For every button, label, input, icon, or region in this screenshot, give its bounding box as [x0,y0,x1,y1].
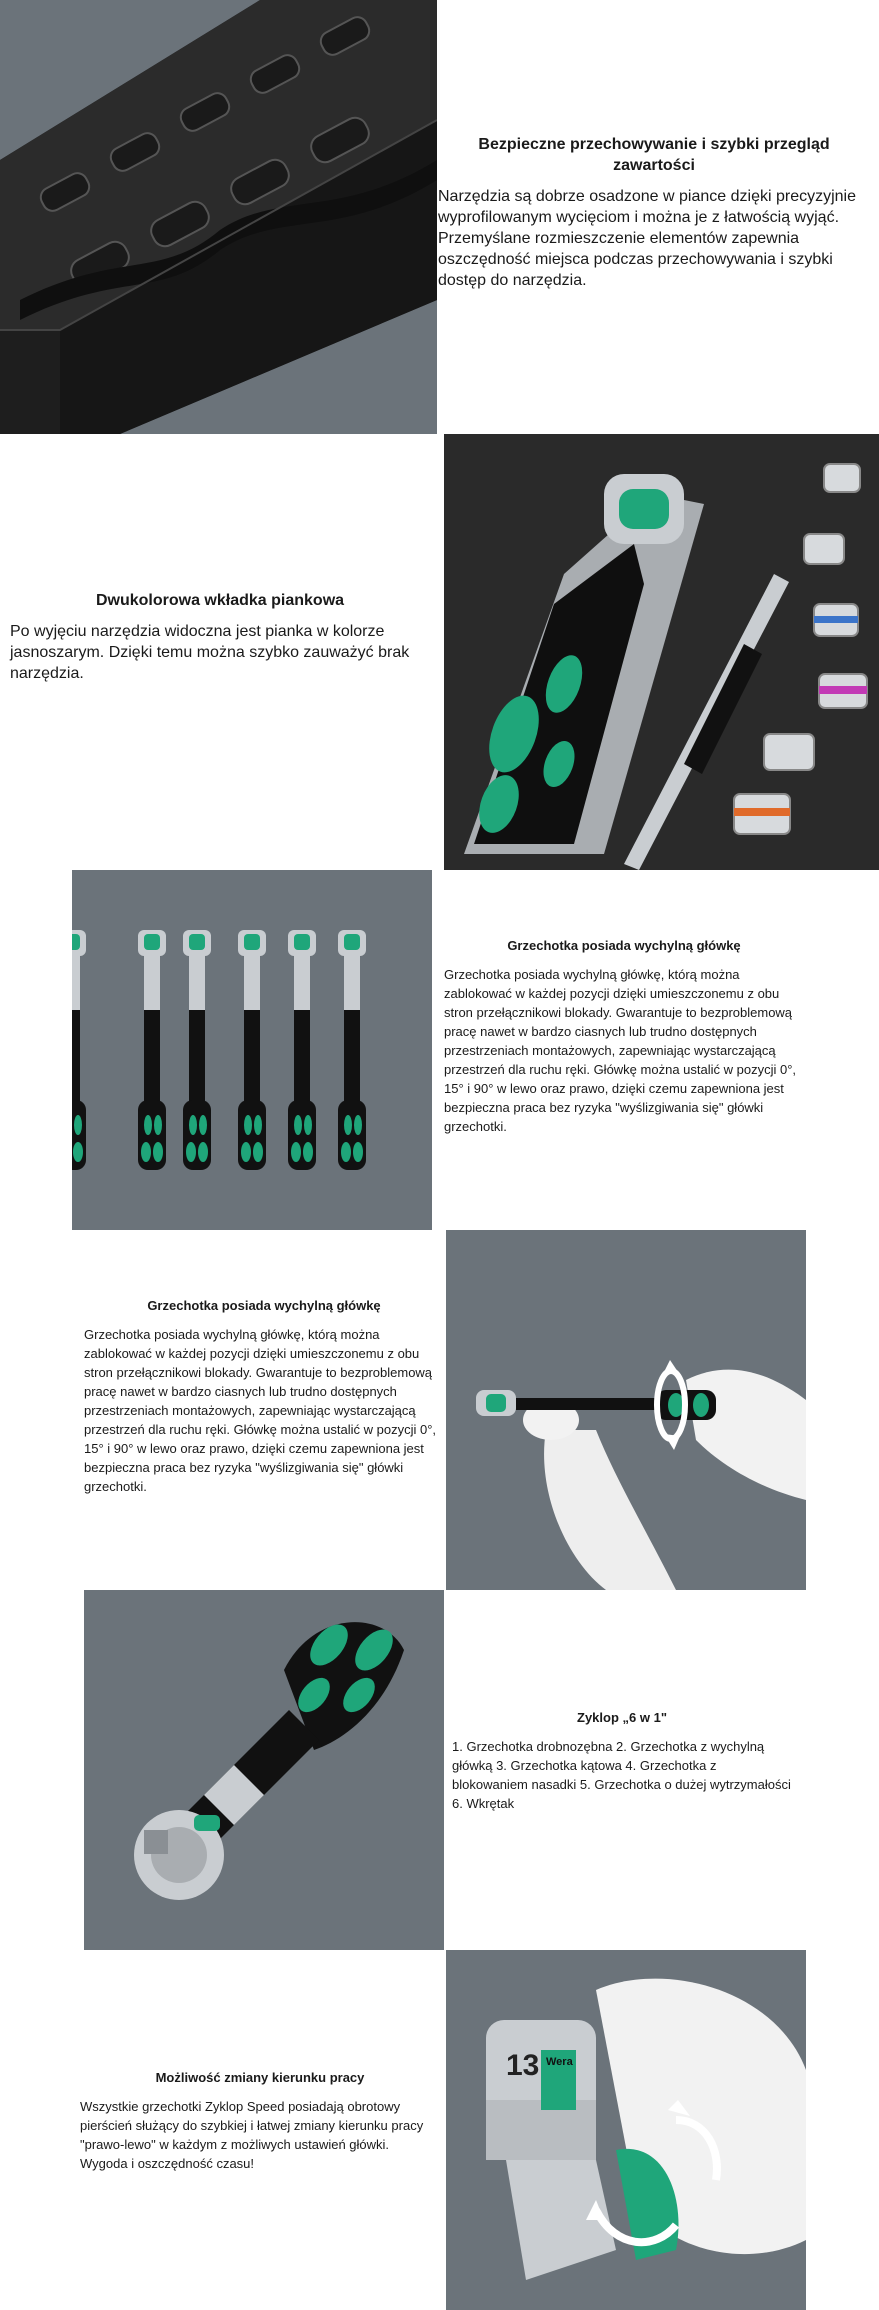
section-5-text [452,1708,792,1813]
section-3-body: Grzechotka posiada wychylną główkę, którą można zablokować w każdej pozycji dzięki umieszczonemu z obu stron przełącznikowi blokady. Gwarantuje to bezproblemową pracę nawet w bardzo ciasnych lub trudno dostępnych przestrzeniach montażowych, zapewniając wystarczającą przestrzeń dla ruchu ręki. Główkę można ustalić w pozycji 0°, 15° i 90° w lewo oraz prawo, dzięki czemu zapewniona jest bezpieczna praca bez ryzyka "wyślizgiwania się" główki grzechotki. [444,967,797,1134]
socket-size-label: 13 [506,2049,540,2082]
section-4-heading: Grzechotka posiada wychylną główkę [147,1298,381,1313]
section-zyklop-6in1 [0,1590,879,1950]
section-tilting-head-1 [0,870,879,1230]
section-5-heading: Zyklop „6 w 1" [577,1710,667,1725]
section-4-text [84,1296,444,1496]
section-2-text [10,590,430,684]
ratchet-in-foam-image [444,434,879,870]
section-4-body: Grzechotka posiada wychylną główkę, którą można zablokować w każdej pozycji dzięki umieszczonemu z obu stron przełącznikowi blokady. Gwarantuje to bezproblemową pracę nawet w bardzo ciasnych lub trudno dostępnych przestrzeniach montażowych, zapewniając wystarczającą przestrzeń dla ruchu ręki. Główkę można ustalić w pozycji 0°, 15° i 90° w lewo oraz prawo, dzięki czemu zapewniona jest bezpieczna praca bez ryzyka "wyślizgiwania się" główki grzechotki. [84,1327,437,1494]
hands-ratchet-image [446,1230,806,1590]
section-tilting-head-2 [0,1230,879,1590]
section-6-body: Wszystkie grzechotki Zyklop Speed posiadają obrotowy pierścień służący do szybkiej i łatwej zmiany kierunku pracy "prawo-lewo" w każdym z możliwych ustawień główki. Wygoda i oszczędność czasu! [80,2099,424,2171]
section-direction-change [0,1950,879,2310]
section-2-heading: Dwukolorowa wkładka piankowa [95,592,345,609]
five-ratchets-image [72,870,432,1230]
section-3-text [444,936,804,1136]
section-6-text [80,2068,440,2173]
section-two-color-foam [0,434,879,874]
section-5-body: 1. Grzechotka drobnozębna 2. Grzechotka z wychylną główką 3. Grzechotka kątowa 4. Grzechotka z blokowaniem nasadki 5. Grzechotka o dużej wytrzymałości 6. Wkrętak [452,1739,791,1811]
section-6-heading: Możliwość zmiany kierunku pracy [155,2070,365,2085]
brand-label: Wera [546,2056,573,2068]
zyklop-ratchet-image [84,1590,444,1950]
section-2-body: Po wyjęciu narzędzia widoczna jest pianka w kolorze jasnoszarym. Dzięki temu można szybko zauważyć brak narzędzia. [10,623,410,682]
socket-hand-image [446,1950,806,2310]
foam-tray-image [0,0,437,434]
section-foam-storage [0,0,879,440]
section-1-text [438,134,870,291]
section-1-body: Narzędzia są dobrze osadzone w piance dzięki precyzyjnie wyprofilowanym wycięciom i można je z łatwością wyjąć. Przemyślane rozmieszczenie elementów zapewnia oszczędność miejsca podczas przechowywania i szybki dostęp do narzędzia. [438,188,856,289]
section-1-heading: Bezpieczne przechowywanie i szybki przegląd zawartości [478,136,830,174]
section-3-heading: Grzechotka posiada wychylną główkę [507,938,741,953]
